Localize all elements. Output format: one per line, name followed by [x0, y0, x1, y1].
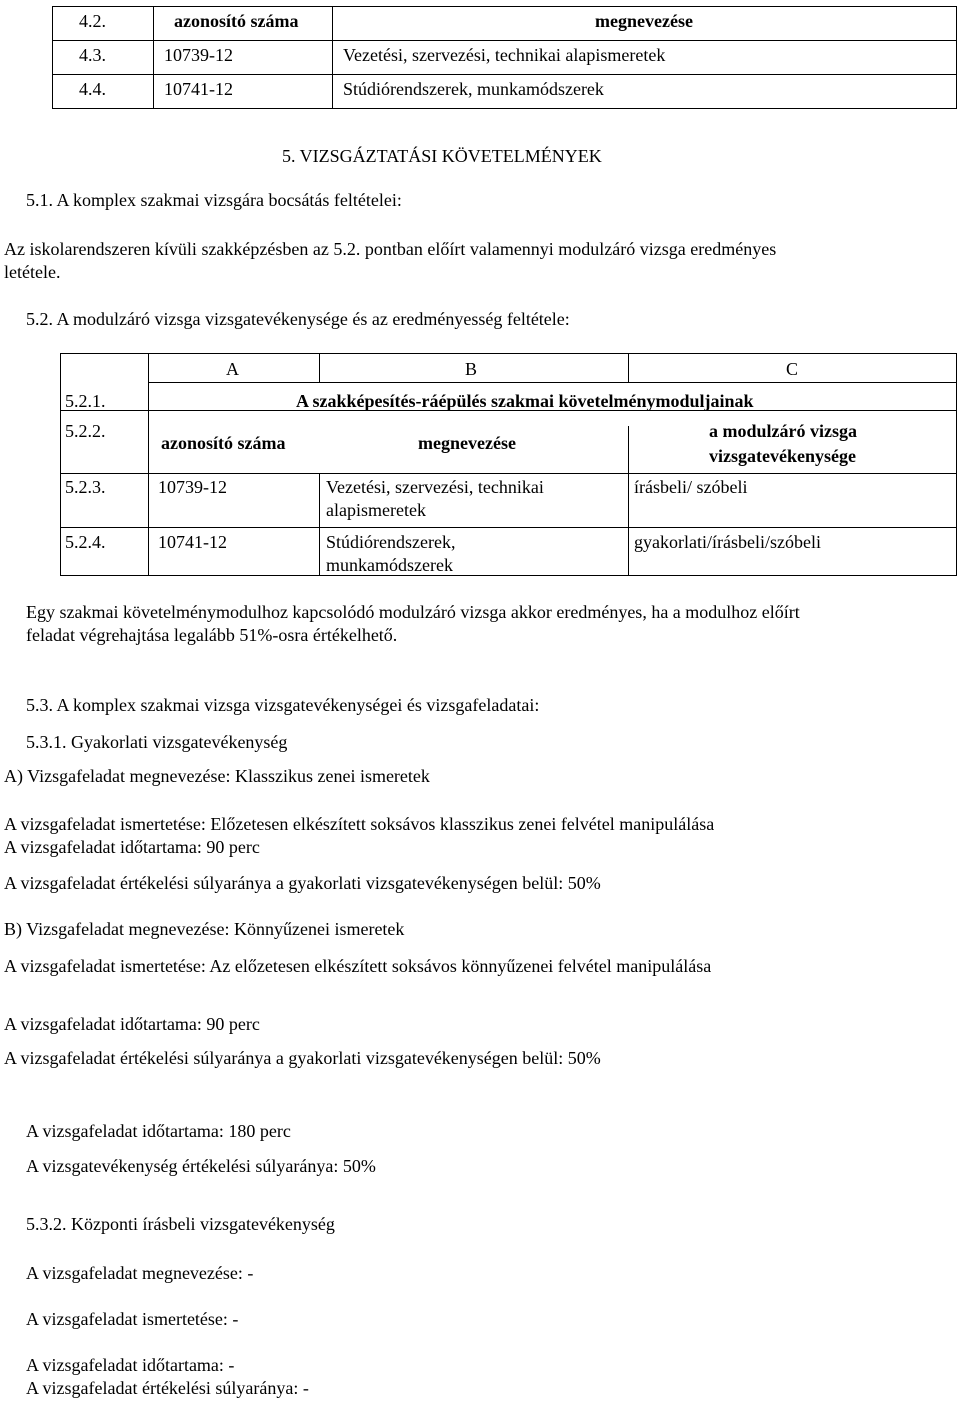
module-id: 10739-12	[154, 41, 333, 75]
table-row	[53, 41, 957, 75]
module-name: Vezetési, szervezési, technikai alapismeretek	[333, 41, 957, 75]
requirements-grid	[60, 353, 957, 576]
task-b-description: A vizsgafeladat ismertetése: Az előzetesen elkészített soksávos könnyűzenei felvétel manipulálása	[4, 956, 712, 976]
exam-activity-header: a modulzáró vizsga	[709, 421, 857, 441]
task-b-weight: A vizsgafeladat értékelési súlyaránya a gyakorlati vizsgatevékenységen belül: 50%	[4, 1048, 601, 1068]
success-condition-text: Egy szakmai követelménymodulhoz kapcsolódó modulzáró vizsga akkor eredményes, ha a modulhoz előírt	[26, 602, 800, 622]
module-name-cont: alapismeretek	[326, 500, 426, 520]
task-a-duration: A vizsgafeladat időtartama: 90 perc	[4, 837, 260, 857]
written-task-duration: A vizsgafeladat időtartama: -	[26, 1355, 235, 1375]
section-5-1-text: Az iskolarendszeren kívüli szakképzésben az 5.2. pontban előírt valamennyi modulzáró vizsga eredményes	[4, 239, 777, 259]
task-a-description: A vizsgafeladat ismertetése: Előzetesen elkészített soksávos klasszikus zenei felvétel manipulálása	[4, 814, 715, 834]
task-a-name: A) Vizsgafeladat megnevezése: Klasszikus zenei ismeretek	[4, 766, 430, 786]
total-weight: A vizsgatevékenység értékelési súlyaránya: 50%	[26, 1156, 376, 1176]
total-duration: A vizsgafeladat időtartama: 180 perc	[26, 1121, 291, 1141]
section-title: 5. VIZSGÁZTATÁSI KÖVETELMÉNYEK	[282, 146, 602, 166]
section-5-1-heading: 5.1. A komplex szakmai vizsgára bocsátás feltételei:	[26, 190, 402, 210]
row-number: 5.2.4.	[65, 532, 106, 552]
exam-type: gyakorlati/írásbeli/szóbeli	[634, 532, 821, 552]
section-5-1-text-cont: letétele.	[4, 262, 61, 282]
row-number: 5.2.2.	[65, 421, 106, 441]
section-5-2-heading: 5.2. A modulzáró vizsga vizsgatevékenysége és az eredményesség feltétele:	[26, 309, 570, 329]
name-header: megnevezése	[418, 433, 516, 453]
id-header: azonosító száma	[154, 7, 333, 41]
table-row	[53, 7, 957, 41]
row-number: 4.3.	[53, 41, 154, 75]
table-row	[53, 75, 957, 109]
exam-type: írásbeli/ szóbeli	[634, 477, 748, 497]
module-list-table	[52, 6, 957, 109]
written-task-description: A vizsgafeladat ismertetése: -	[26, 1309, 239, 1329]
module-name: Vezetési, szervezési, technikai	[326, 477, 544, 497]
section-5-3-heading: 5.3. A komplex szakmai vizsga vizsgatevékenységei és vizsgafeladatai:	[26, 695, 540, 715]
section-5-3-1-heading: 5.3.1. Gyakorlati vizsgatevékenység	[26, 732, 288, 752]
written-task-name: A vizsgafeladat megnevezése: -	[26, 1263, 254, 1283]
row-number: 4.2.	[53, 7, 154, 41]
exam-activity-header-cont: vizsgatevékenysége	[709, 446, 856, 466]
row-number: 5.2.1.	[65, 391, 106, 411]
module-name-cont: munkamódszerek	[326, 555, 453, 575]
row-number: 4.4.	[53, 75, 154, 109]
column-c-label: C	[786, 359, 799, 379]
module-name: Stúdiórendszerek,	[326, 532, 456, 552]
name-header: megnevezése	[333, 7, 957, 41]
module-id: 10741-12	[154, 75, 333, 109]
id-header: azonosító száma	[161, 433, 286, 453]
success-condition-text-cont: feladat végrehajtása legalább 51%-osra értékelhető.	[26, 625, 398, 645]
requirement-modules-title: A szakképesítés-ráépülés szakmai követelménymoduljainak	[296, 391, 754, 411]
column-b-label: B	[465, 359, 478, 379]
module-id: 10741-12	[158, 532, 227, 552]
task-b-duration: A vizsgafeladat időtartama: 90 perc	[4, 1014, 260, 1034]
module-name: Stúdiórendszerek, munkamódszerek	[333, 75, 957, 109]
written-task-weight: A vizsgafeladat értékelési súlyaránya: -	[26, 1378, 309, 1398]
module-id: 10739-12	[158, 477, 227, 497]
task-b-name: B) Vizsgafeladat megnevezése: Könnyűzenei ismeretek	[4, 919, 405, 939]
section-5-3-2-heading: 5.3.2. Központi írásbeli vizsgatevékenység	[26, 1214, 335, 1234]
task-a-weight: A vizsgafeladat értékelési súlyaránya a gyakorlati vizsgatevékenységen belül: 50%	[4, 873, 601, 893]
column-a-label: A	[226, 359, 239, 379]
row-number: 5.2.3.	[65, 477, 106, 497]
